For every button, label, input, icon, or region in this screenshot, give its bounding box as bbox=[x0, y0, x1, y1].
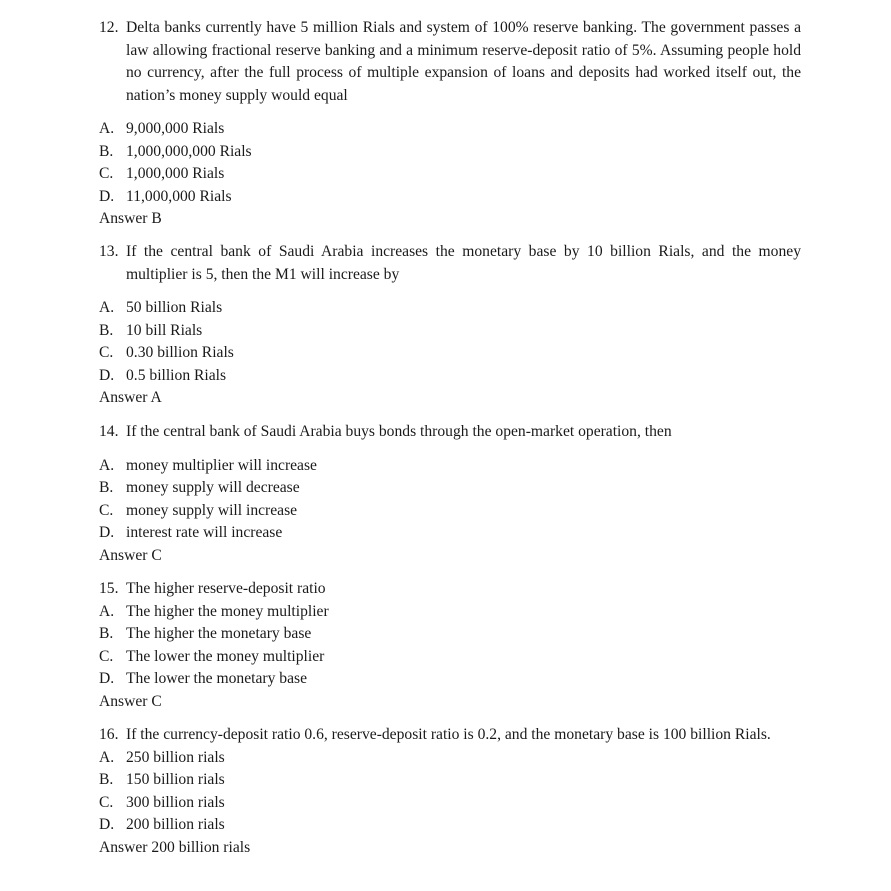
question-text: If the central bank of Saudi Arabia buys bonds through the open-market operation, then bbox=[126, 423, 672, 440]
choice-item bbox=[99, 500, 801, 523]
choice-text: interest rate will increase bbox=[126, 524, 283, 541]
choice-item bbox=[99, 320, 801, 343]
question-14 bbox=[99, 421, 801, 567]
answer-text: Answer 200 billion rials bbox=[99, 838, 251, 856]
choice-letter: C. bbox=[99, 165, 114, 182]
choice-letter: B. bbox=[99, 479, 114, 496]
question-text: If the central bank of Saudi Arabia increases the monetary base by 10 billion Rials, and the money multiplier is 5, then the M1 will increase by bbox=[126, 243, 801, 283]
choice-letter: A. bbox=[99, 299, 115, 316]
question-text: If the currency-deposit ratio 0.6, reserve-deposit ratio is 0.2, and the monetary base is 100 billion Rials. bbox=[126, 726, 771, 743]
choice-letter: D. bbox=[99, 366, 115, 384]
choice-text: 300 billion rials bbox=[126, 793, 225, 811]
choice-letter: C. bbox=[99, 344, 114, 361]
question-12 bbox=[99, 17, 801, 231]
choice-text: 150 billion rials bbox=[126, 771, 225, 788]
answer-text: Answer C bbox=[99, 692, 162, 710]
choice-letter: C. bbox=[99, 647, 114, 665]
choice-item bbox=[99, 141, 801, 164]
choice-text: 50 billion Rials bbox=[126, 299, 223, 316]
choice-letter: A. bbox=[99, 456, 115, 474]
choice-item bbox=[99, 522, 801, 545]
question-text: Delta banks currently have 5 million Rials and system of 100% reserve banking. The government passes a law allowing fractional reserve banking and a minimum reserve-deposit ratio of 5%. Assuming people hold no currency, after the full process of multiple expansion of loans and deposits had worked itself out, the nation’s money supply would equal bbox=[126, 19, 801, 104]
choice-text: 0.30 billion Rials bbox=[126, 344, 234, 361]
choice-item bbox=[99, 186, 801, 209]
choice-item bbox=[99, 747, 801, 770]
question-15 bbox=[99, 578, 801, 713]
choice-item bbox=[99, 365, 801, 388]
choice-text: 250 billion rials bbox=[126, 748, 225, 766]
choice-text: The lower the money multiplier bbox=[126, 647, 325, 665]
choice-letter: B. bbox=[99, 625, 114, 642]
question-number: 16. bbox=[99, 726, 119, 743]
question-stem bbox=[99, 17, 801, 107]
question-stem bbox=[99, 724, 801, 747]
choice-item bbox=[99, 668, 801, 691]
choice-list bbox=[99, 118, 801, 208]
answer-text: Answer A bbox=[99, 389, 162, 406]
choice-item bbox=[99, 623, 801, 646]
choice-text: The lower the monetary base bbox=[126, 670, 307, 687]
choice-letter: D. bbox=[99, 816, 115, 833]
choice-letter: A. bbox=[99, 748, 115, 766]
choice-item bbox=[99, 601, 801, 624]
answer-text: Answer B bbox=[99, 210, 162, 227]
choice-item bbox=[99, 769, 801, 792]
question-number: 13. bbox=[99, 243, 119, 260]
question-number: 12. bbox=[99, 19, 119, 36]
choice-text: money supply will decrease bbox=[126, 479, 300, 496]
choice-text: 1,000,000 Rials bbox=[126, 165, 225, 182]
question-16 bbox=[99, 724, 801, 859]
choice-text: 11,000,000 Rials bbox=[126, 187, 232, 205]
choice-text: 0.5 billion Rials bbox=[126, 366, 227, 384]
choice-letter: D. bbox=[99, 187, 115, 205]
choice-item bbox=[99, 814, 801, 837]
choice-text: The higher the money multiplier bbox=[126, 602, 329, 620]
answer-text: Answer C bbox=[99, 546, 162, 564]
question-stem bbox=[99, 241, 801, 286]
choice-item bbox=[99, 118, 801, 141]
choice-item bbox=[99, 792, 801, 815]
choice-list bbox=[99, 601, 801, 691]
question-stem bbox=[99, 578, 801, 601]
choice-item bbox=[99, 297, 801, 320]
choice-letter: A. bbox=[99, 120, 115, 137]
choice-letter: C. bbox=[99, 793, 114, 811]
choice-list bbox=[99, 747, 801, 837]
choice-letter: B. bbox=[99, 321, 114, 339]
choice-text: 9,000,000 Rials bbox=[126, 120, 225, 137]
choice-text: money supply will increase bbox=[126, 501, 298, 519]
choice-letter: C. bbox=[99, 501, 114, 519]
choice-letter: A. bbox=[99, 602, 115, 620]
choice-text: 200 billion rials bbox=[126, 816, 225, 833]
question-number: 15. bbox=[99, 580, 119, 597]
choice-item bbox=[99, 455, 801, 478]
choice-item bbox=[99, 163, 801, 186]
choice-list bbox=[99, 297, 801, 387]
choice-text: 10 bill Rials bbox=[126, 321, 203, 339]
choice-text: The higher the monetary base bbox=[126, 625, 312, 642]
choice-letter: D. bbox=[99, 670, 115, 687]
question-number: 14. bbox=[99, 423, 119, 440]
choice-letter: B. bbox=[99, 142, 114, 160]
question-stem bbox=[99, 421, 801, 444]
question-13 bbox=[99, 241, 801, 410]
choice-letter: B. bbox=[99, 771, 114, 788]
choice-letter: D. bbox=[99, 524, 115, 541]
choice-list bbox=[99, 455, 801, 545]
choice-text: money multiplier will increase bbox=[126, 456, 317, 474]
question-text: The higher reserve-deposit ratio bbox=[126, 580, 326, 597]
choice-item bbox=[99, 477, 801, 500]
choice-item bbox=[99, 646, 801, 669]
choice-text: 1,000,000,000 Rials bbox=[126, 142, 252, 160]
choice-item bbox=[99, 342, 801, 365]
